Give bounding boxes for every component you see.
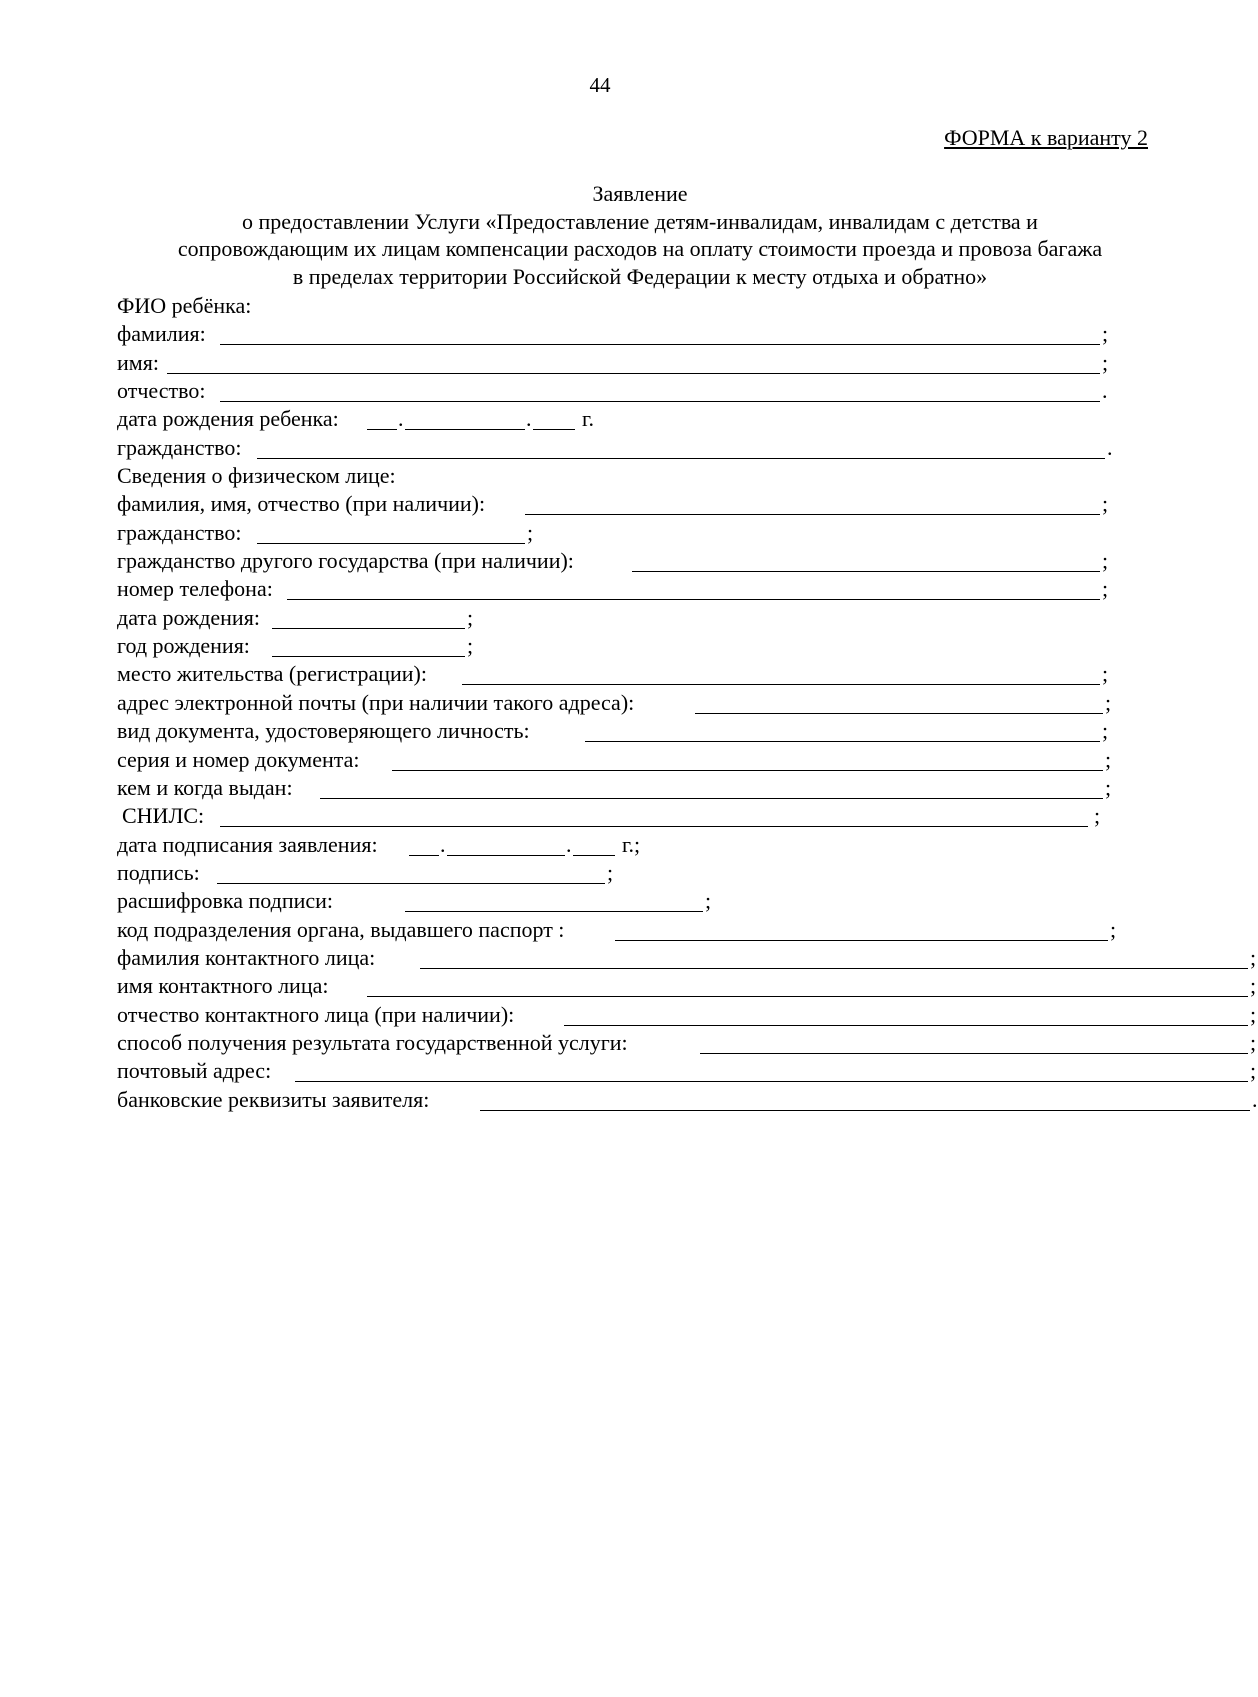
person-id-doc-row [117,717,1197,745]
person-dept-code-label: код подразделения органа, выдавшего паспорт : [117,916,565,942]
child-birth-date-row [117,405,1197,433]
child-birth-year-field[interactable] [533,429,575,430]
person-heading: Сведения о физическом лице: [117,463,396,489]
person-snils-row [117,802,1197,830]
field-end: ; [1105,689,1112,715]
field-end: ; [1105,746,1112,772]
person-full-name-field[interactable] [525,514,1100,515]
person-birth-year-row [117,632,1197,660]
person-full-name-label: фамилия, имя, отчество (при наличии): [117,491,486,517]
field-end: ; [705,888,712,914]
sign-month-field[interactable] [447,855,565,856]
child-patronymic-label: отчество: [117,378,206,404]
page-number: 44 [589,73,611,97]
field-end: ; [1102,576,1109,602]
person-doc-number-row [117,746,1197,774]
child-birth-month-field[interactable] [405,429,525,430]
contact-result-method-label: способ получения результата государственной услуги: [117,1029,628,1055]
field-end: ; [1250,944,1257,970]
person-citizenship-field[interactable] [257,543,525,544]
field-end: . [1107,434,1113,460]
person-citizenship-row [117,519,1197,547]
child-patronymic-row [117,377,1197,405]
person-issued-by-row [117,774,1197,802]
child-surname-field[interactable] [220,344,1100,345]
contact-name-label: имя контактного лица: [117,973,329,999]
person-issued-by-field[interactable] [320,798,1103,799]
person-citizenship-label: гражданство: [117,519,242,545]
document-title [60,180,1220,290]
contact-bank-label: банковские реквизиты заявителя: [117,1086,430,1112]
contact-bank-row [117,1086,1258,1114]
person-issued-by-label: кем и когда выдан: [117,774,293,800]
child-name-row [117,349,1197,377]
person-dept-code-field[interactable] [615,940,1108,941]
field-end: ; [1250,973,1257,999]
date-separator: . [526,406,532,432]
title-line: о предоставлении Услуги «Предоставление детям-инвалидам, инвалидам с детства и [242,208,1038,234]
sign-day-field[interactable] [409,855,439,856]
field-end: . [1102,378,1108,404]
contact-postal-field[interactable] [295,1081,1248,1082]
field-end: ; [1094,803,1101,829]
field-end: ; [1102,491,1109,517]
field-end: ; [1105,774,1112,800]
person-other-citizenship-field[interactable] [632,571,1100,572]
person-snils-field[interactable] [220,826,1088,827]
year-suffix: г. [582,406,595,432]
child-citizenship-row [117,434,1197,462]
person-snils-label: СНИЛС: [122,803,205,829]
person-email-row [117,689,1197,717]
contact-name-field[interactable] [367,996,1248,997]
field-end: ; [1110,916,1117,942]
contact-surname-label: фамилия контактного лица: [117,944,376,970]
person-doc-number-label: серия и номер документа: [117,746,360,772]
sign-year-field[interactable] [573,855,615,856]
field-end: ; [1102,661,1109,687]
title-line: сопровождающим их лицам компенсации расходов на оплату стоимости проезда и провоза багажа [177,236,1103,261]
person-birth-date-label: дата рождения: [117,604,260,630]
field-end: ; [607,859,614,885]
child-heading: ФИО ребёнка: [117,293,252,318]
date-separator: . [398,406,404,432]
person-signature-label: подпись: [117,859,200,885]
child-surname-label: фамилия: [117,321,206,347]
child-citizenship-field[interactable] [257,458,1105,459]
person-id-doc-field[interactable] [585,741,1100,742]
person-signature-decode-label: расшифровка подписи: [117,888,334,914]
title-line: Заявление [592,181,688,206]
person-birth-date-field[interactable] [272,628,465,629]
child-name-field[interactable] [167,373,1100,374]
field-end: ; [467,633,474,659]
person-email-label: адрес электронной почты (при наличии такого адреса): [117,689,635,715]
person-sign-date-label: дата подписания заявления: [117,831,378,857]
contact-result-method-row [117,1029,1257,1057]
field-end: ; [1250,1001,1257,1027]
person-phone-row [117,575,1197,603]
person-full-name-row [117,490,1197,518]
contact-patronymic-label: отчество контактного лица (при наличии): [117,1001,515,1027]
title-line: в пределах территории Российской Федерации к месту отдыха и обратно» [292,263,988,289]
person-residence-label: место жительства (регистрации): [117,661,427,687]
person-signature-field[interactable] [217,883,605,884]
person-birth-year-label: год рождения: [117,633,250,659]
child-patronymic-field[interactable] [220,401,1100,402]
contact-patronymic-field[interactable] [564,1025,1248,1026]
field-end: ; [1250,1058,1257,1084]
contact-surname-field[interactable] [420,968,1248,969]
person-doc-number-field[interactable] [392,770,1103,771]
person-residence-row [117,660,1197,688]
field-end: ; [1102,548,1109,574]
child-heading-row [117,292,1197,320]
contact-surname-row [117,944,1257,972]
contact-result-method-field[interactable] [700,1053,1248,1054]
person-sign-date-row [117,831,1197,859]
date-separator: . [440,831,446,857]
child-name-label: имя: [117,349,159,375]
child-surname-row [117,320,1197,348]
form-variant-label: ФОРМА к варианту 2 [944,125,1148,150]
field-end: ; [1102,321,1109,347]
field-end: ; [527,519,534,545]
contact-postal-label: почтовый адрес: [117,1058,272,1084]
child-birth-day-field[interactable] [367,429,397,430]
person-signature-row [117,859,1197,887]
field-end: ; [1250,1029,1257,1055]
field-end: . [1252,1086,1258,1112]
person-id-doc-label: вид документа, удостоверяющего личность: [117,718,530,744]
person-signature-decode-field[interactable] [405,911,703,912]
contact-patronymic-row [117,1001,1257,1029]
person-phone-field[interactable] [287,599,1100,600]
field-end: ; [1102,718,1109,744]
child-birth-date-label: дата рождения ребенка: [117,406,339,432]
person-other-citizenship-row [117,547,1197,575]
form-body [117,292,1258,1114]
person-signature-decode-row [117,887,1197,915]
contact-name-row [117,972,1257,1000]
person-heading-row [117,462,1197,490]
person-dept-code-row [117,916,1197,944]
person-other-citizenship-label: гражданство другого государства (при наличии): [117,548,574,574]
field-end: ; [1102,349,1109,375]
year-suffix: г.; [622,831,641,857]
field-end: ; [467,604,474,630]
person-residence-field[interactable] [462,684,1100,685]
contact-postal-row [117,1057,1257,1085]
person-phone-label: номер телефона: [117,576,273,602]
contact-bank-field[interactable] [480,1110,1250,1111]
person-email-field[interactable] [695,713,1103,714]
person-birth-year-field[interactable] [272,656,465,657]
date-separator: . [566,831,572,857]
person-birth-date-row [117,604,1197,632]
child-citizenship-label: гражданство: [117,434,242,460]
